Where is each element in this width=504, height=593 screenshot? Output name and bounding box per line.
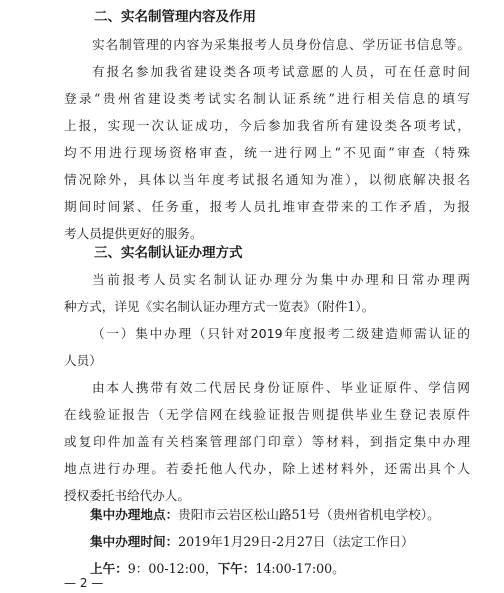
hours-line — [90, 561, 345, 577]
pm-value: 14:00-17:00。 — [255, 561, 345, 576]
location-line — [90, 507, 440, 523]
subsection-1-heading-cont: 人员） — [64, 353, 102, 368]
section-3-heading: 三、实名制认证办理方式 — [94, 245, 243, 261]
section-2-line-6: 情况除外，具体以当年度考试报名通知为准），以彻底解决报名 — [64, 172, 470, 187]
section-2-line-4: 上报，实现一次认证成功，今后参加我省所有建设类各项考试， — [64, 118, 470, 133]
location-value: 贵阳市云岩区松山路51号（贵州省机电学校）。 — [178, 507, 440, 522]
pm-label: 下午： — [217, 561, 256, 576]
time-label: 集中办理时间： — [90, 534, 179, 549]
time-value: 2019年1月29日-2月27日（法定工作日） — [178, 534, 414, 549]
section-3-line-2: 种方式，详见《实名制认证办理方式一览表》（附件1）。 — [64, 299, 375, 314]
am-value: 9：00-12:00， — [127, 561, 218, 576]
location-label: 集中办理地点： — [90, 507, 179, 522]
section-2-line-8: 考人员提供更好的服务。 — [64, 226, 203, 241]
subsection-1-heading: （一）集中办理（只针对2019年度报考二级建造师需认证的 — [92, 326, 470, 341]
paragraph-line-5: 授权委托书给代办人。 — [64, 488, 190, 503]
page-number: — 2 — — [64, 576, 104, 590]
paragraph-line-3: 或复印件加盖有关档案管理部门印章）等材料，到指定集中办理 — [64, 434, 470, 449]
section-2-line-5: 均不用进行现场资格审查，统一进行网上“不见面”审查（特殊 — [64, 145, 470, 160]
section-2-heading: 二、实名制管理内容及作用 — [94, 9, 256, 25]
section-3-line-1: 当前报考人员实名制认证办理分为集中办理和日常办理两 — [92, 272, 470, 287]
time-line — [90, 534, 414, 550]
paragraph-line-4: 地点进行办理。若委托他人代办，除上述材料外，还需出具个人 — [64, 461, 470, 476]
section-2-line-1: 实名制管理的内容为采集报考人员身份信息、学历证书信息等。 — [92, 37, 470, 52]
section-2-line-7: 期间时间紧、任务重，报考人员扎堆审查带来的工作矛盾，为报 — [64, 199, 470, 214]
paragraph-line-2: 在线验证报告（无学信网在线验证报告则提供毕业生登记表原件 — [64, 407, 470, 422]
paragraph-line-1: 由本人携带有效二代居民身份证原件、毕业证原件、学信网 — [92, 380, 470, 395]
section-2-line-2: 有报名参加我省建设类各项考试意愿的人员，可在任意时间 — [92, 64, 470, 79]
am-label: 上午： — [90, 561, 128, 576]
section-2-line-3: 登录“贵州省建设类考试实名制认证系统”进行相关信息的填写 — [64, 91, 470, 106]
